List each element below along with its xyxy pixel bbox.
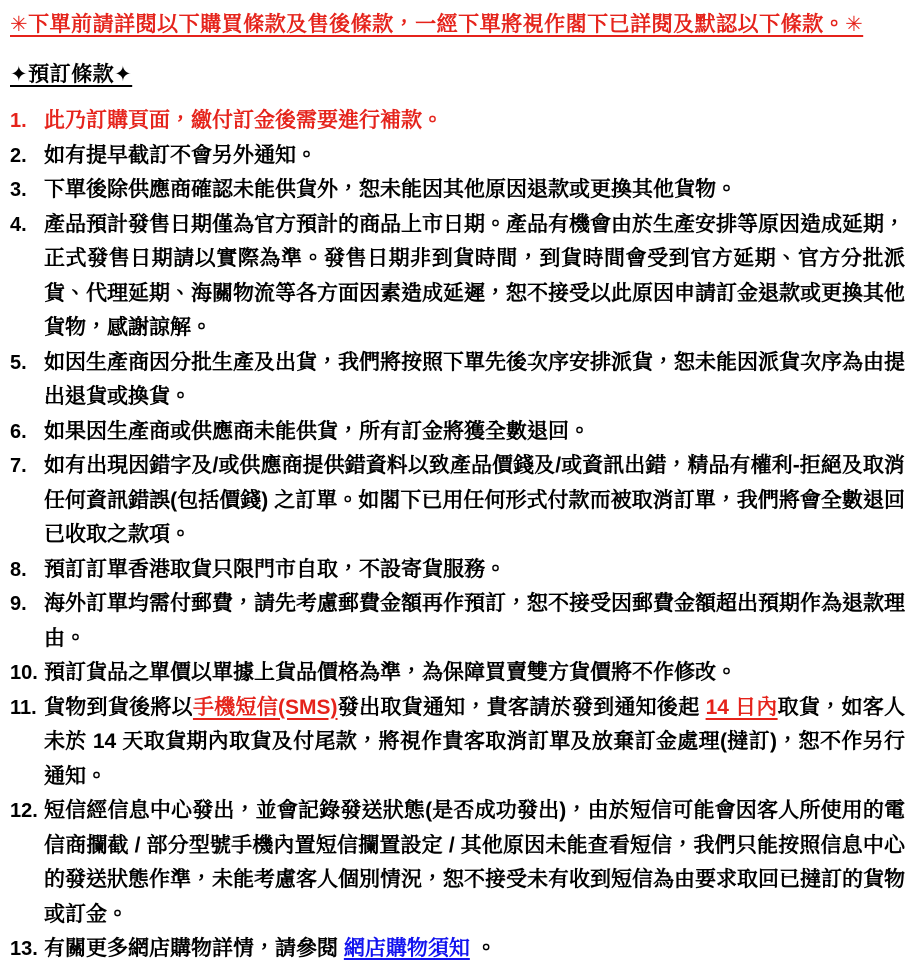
- preorder-terms-section-title: ✦預訂條款✦: [10, 63, 133, 86]
- term-number: 4.: [10, 213, 27, 236]
- term-item-3: [10, 173, 905, 208]
- term-text: [44, 415, 905, 450]
- term-item-6: [10, 415, 905, 450]
- term-text-segment: 如果因生產商或供應商未能供貨，所有訂金將獲全數退回。: [44, 419, 590, 443]
- term-item-5: [10, 346, 905, 415]
- term-text-segment: 海外訂單均需付郵費，請先考慮郵費金額再作預訂，恕不接受因郵費金額超出預期作為退款理由。: [44, 592, 905, 650]
- term-number: 2.: [10, 144, 27, 167]
- term-text-segment: 如有出現因錯字及/或供應商提供錯資料以致產品價錢及/或資訊出錯，精品有權利-拒絕及取消任何資訊錯誤(包括價錢) 之訂單。如閣下已用任何形式付款而被取消訂單，我們將會全數退回已收取之款項。: [44, 454, 905, 546]
- term-number: 5.: [10, 351, 27, 374]
- term-number: 7.: [10, 455, 27, 477]
- term-item-13: [10, 932, 905, 967]
- term-item-10: [10, 656, 905, 691]
- term-text: [44, 139, 905, 174]
- term-text: [44, 553, 905, 588]
- term-number: 1.: [10, 110, 27, 132]
- term-item-9: [10, 587, 905, 656]
- term-item-12: [10, 794, 905, 932]
- term-text-segment: 下單後除供應商確認未能供貨外，恕未能因其他原因退款或更換其他貨物。: [44, 178, 737, 201]
- term-text: [44, 691, 905, 795]
- term-number: 10.: [10, 662, 38, 684]
- term-text: [44, 794, 905, 932]
- shop-guide-link[interactable]: 網店購物須知: [343, 937, 470, 960]
- term-text: [44, 932, 905, 967]
- term-text-segment: 如因生產商因分批生產及出貨，我們將按照下單先後次序安排派貨，恕未能因派貨次序為由提出退貨或換貨。: [44, 350, 905, 408]
- term-item-4: [10, 208, 905, 346]
- term-text-segment: 如有提早截訂不會另外通知。: [44, 143, 317, 167]
- preorder-terms-list: [10, 104, 905, 967]
- term-number: 11.: [10, 696, 37, 719]
- term-item-11: [10, 691, 905, 795]
- term-text-segment: 預訂訂單香港取貨只限門市自取，不設寄貨服務。: [44, 557, 506, 581]
- pickup-deadline-highlight: 14 日內: [705, 695, 778, 719]
- term-text-segment: 取貨，如客人未於 14 天取貨期內取貨及付尾款，將視作貴客取消訂單及放棄訂金處理(撻訂)，恕不作另行通知。: [44, 695, 906, 788]
- term-text: [44, 173, 905, 208]
- term-text: [44, 449, 905, 553]
- term-text-segment: 。: [469, 937, 497, 960]
- term-text: [44, 208, 905, 346]
- term-number: 9.: [10, 593, 27, 615]
- term-text-segment: 短信經信息中心發出，並會記錄發送狀態(是否成功發出)，由於短信可能會因客人所使用的電信商攔截 / 部分型號手機內置短信攔置設定 / 其他原因未能查看短信，我們只能按照信息中心的發送狀態作準，未能考慮客人個別情況，恕不接受未有收到短信為由要求取回已撻訂的貨物或訂金。: [44, 799, 905, 926]
- term-text-segment: 發出取貨通知，貴客請於發到通知後起: [337, 695, 706, 719]
- purchase-terms-warning-header: ✳下單前請詳閱以下購買條款及售後條款，一經下單將視作閣下已詳閱及默認以下條款。✳: [10, 13, 864, 36]
- term-number: 12.: [10, 800, 38, 822]
- term-text-segment: 此乃訂購頁面，繳付訂金後需要進行補款。: [44, 109, 443, 132]
- term-text: [44, 346, 905, 415]
- term-number: 8.: [10, 558, 27, 581]
- term-text-segment: 預訂貨品之單價以單據上貨品價格為準，為保障買賣雙方貨價將不作修改。: [44, 661, 737, 684]
- term-number: 3.: [10, 179, 27, 201]
- term-item-8: [10, 553, 905, 588]
- term-text: [44, 656, 905, 691]
- term-number: 13.: [10, 938, 38, 960]
- term-text: [44, 104, 905, 139]
- term-text-segment: 產品預計發售日期僅為官方預計的商品上市日期。產品有機會由於生產安排等原因造成延期，正式發售日期請以實際為準。發售日期非到貨時間，到貨時間會受到官方延期、官方分批派貨、代理延期、海關物流等各方面因素造成延遲，恕不接受以此原因申請訂金退款或更換其他貨物，感謝諒解。: [44, 212, 905, 339]
- term-text-segment: 貨物到貨後將以: [44, 695, 193, 719]
- term-item-1: [10, 104, 905, 139]
- term-item-2: [10, 139, 905, 174]
- sms-notice-highlight: 手機短信(SMS): [192, 695, 338, 719]
- term-text: [44, 587, 905, 656]
- term-text-segment: 有關更多網店購物詳情，請參閱: [44, 937, 344, 960]
- term-item-7: [10, 449, 905, 553]
- term-number: 6.: [10, 420, 27, 443]
